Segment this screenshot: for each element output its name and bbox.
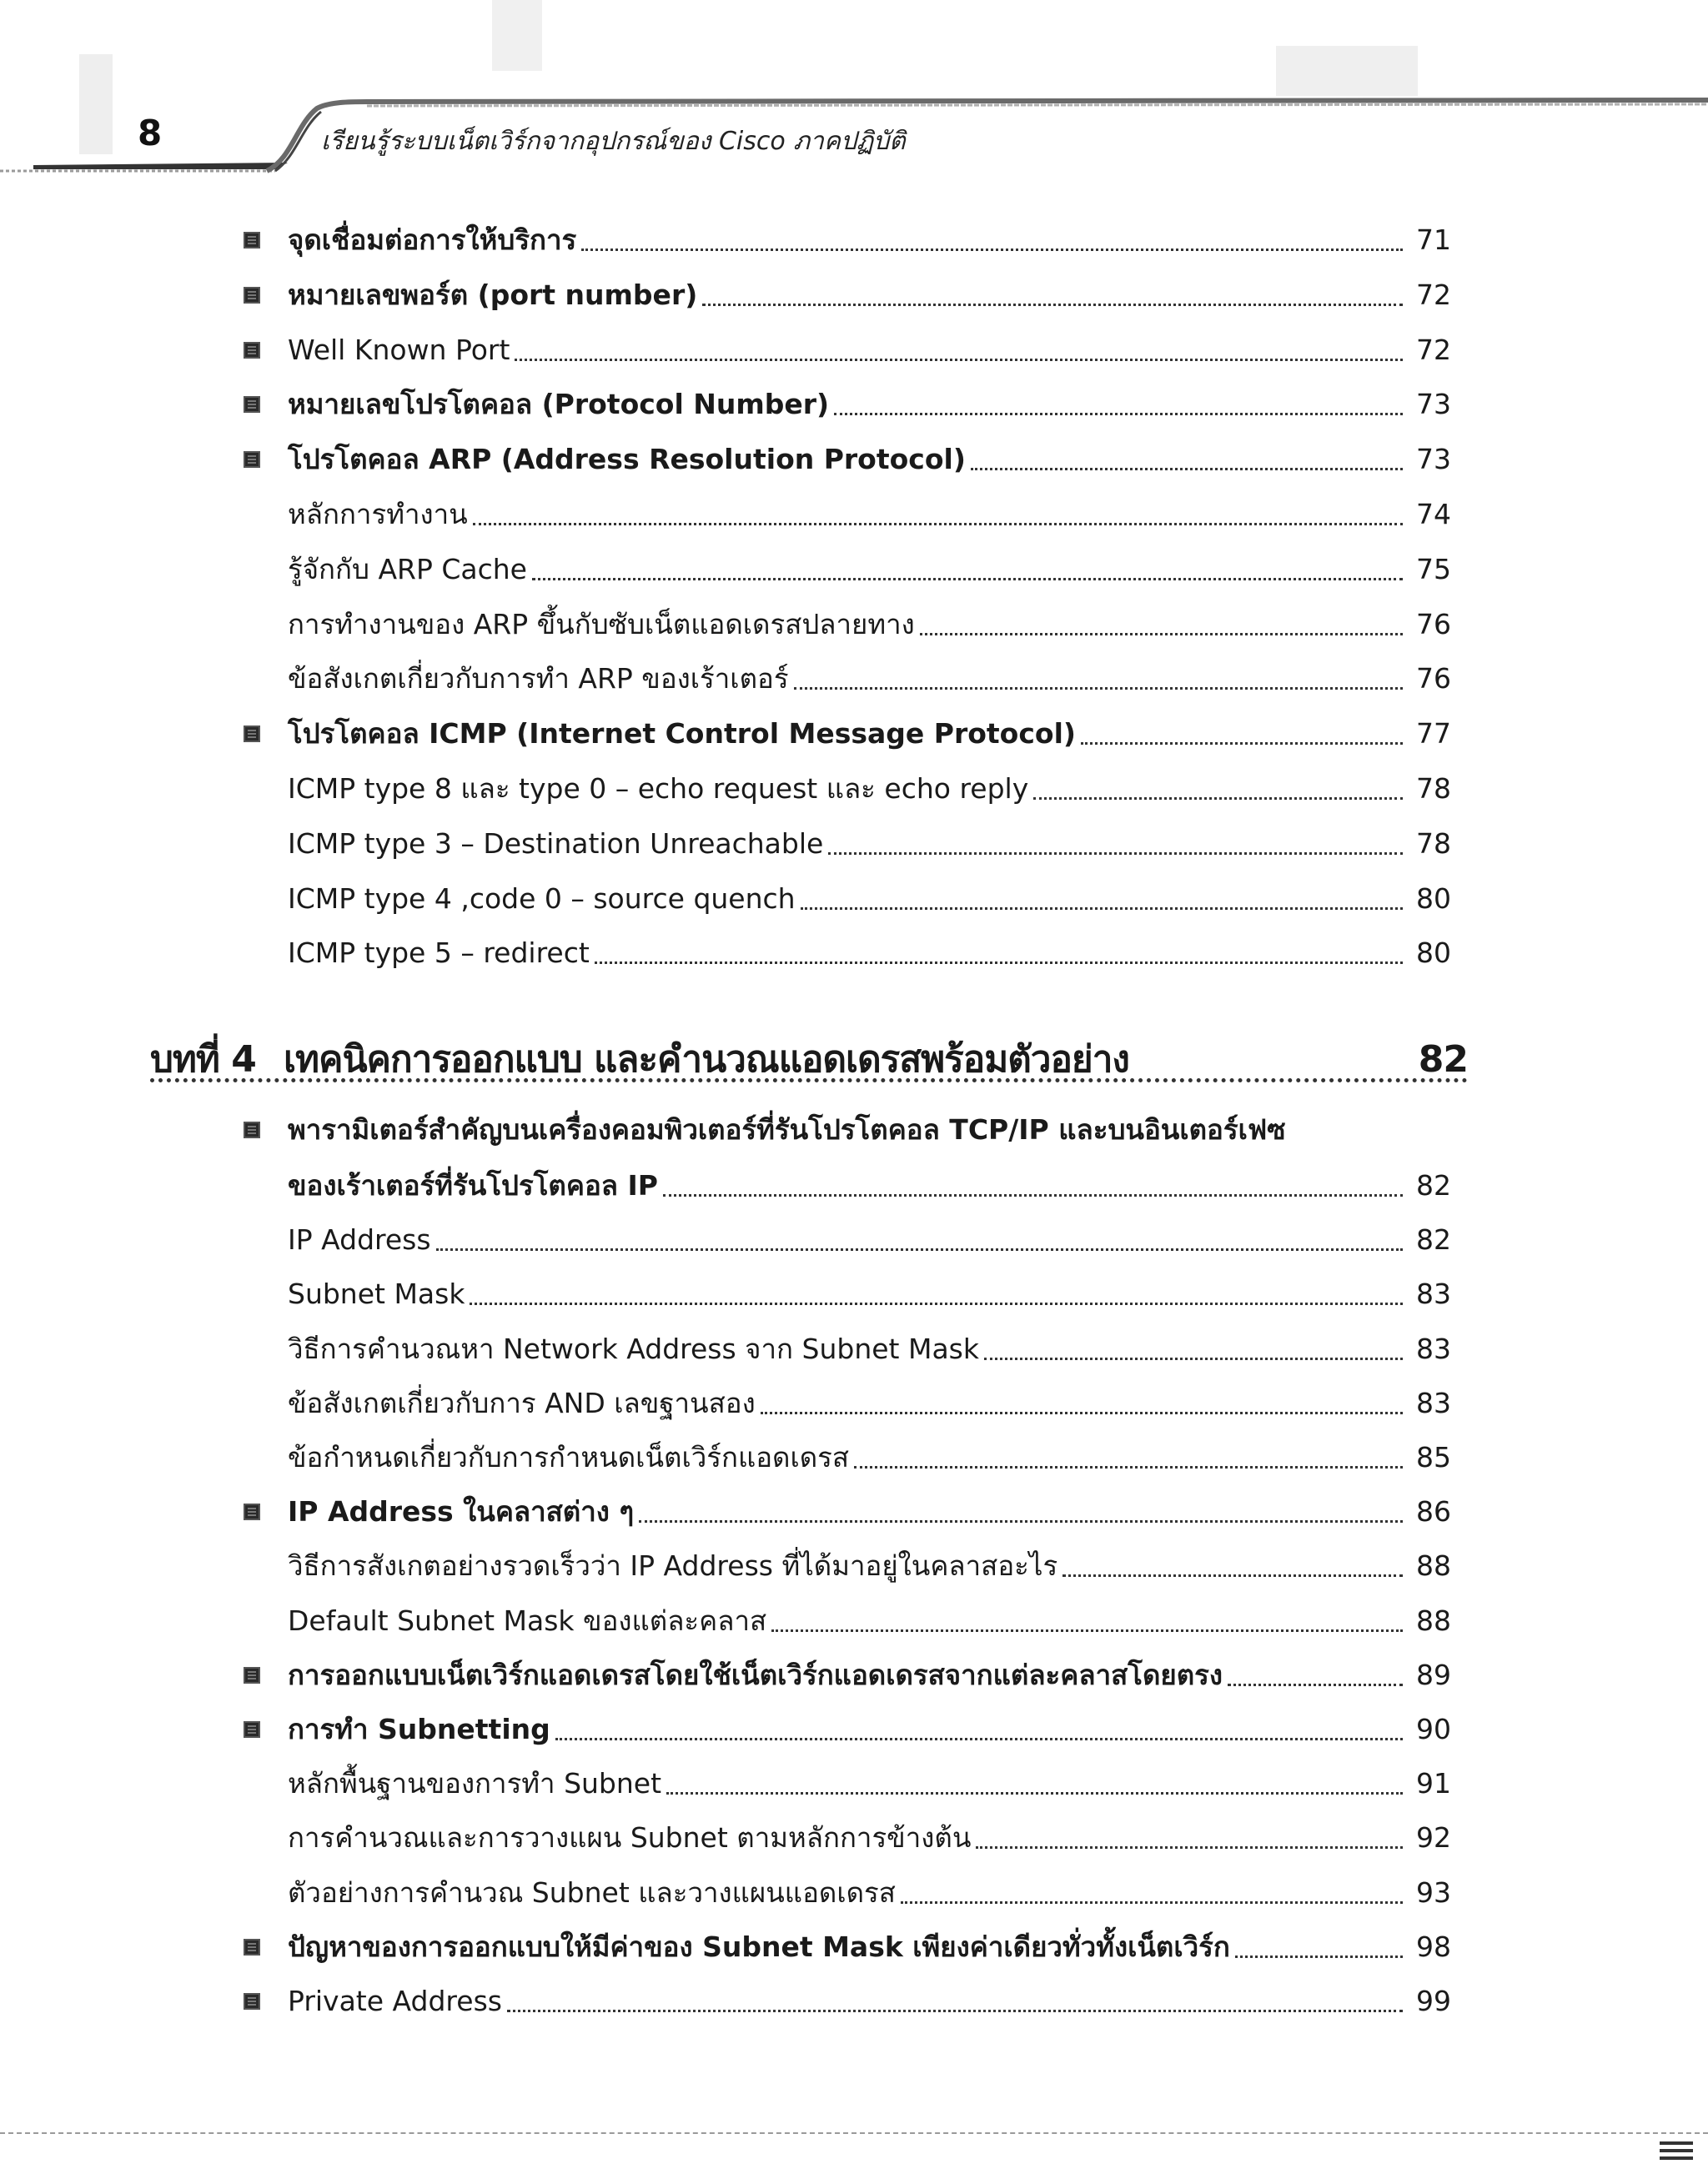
toc-entry xyxy=(288,1383,1451,1424)
dot-leader xyxy=(971,439,1403,480)
toc-entry-page: 92 xyxy=(1416,1821,1451,1855)
toc-entry xyxy=(288,1328,1451,1370)
toc-entry-page: 83 xyxy=(1416,1386,1451,1419)
toc-entry-page: 80 xyxy=(1416,881,1451,915)
page-number: 8 xyxy=(138,113,163,153)
bullet-icon xyxy=(244,342,260,359)
toc-entry-page: 86 xyxy=(1416,1495,1451,1529)
toc-entry-page: 75 xyxy=(1416,552,1451,585)
toc-entry-label: รู้จักกับ ARP Cache xyxy=(288,552,527,585)
toc-entry-label: การออกแบบเน็ตเวิร์กแอดเดรสโดยใช้เน็ตเวิร์กแอดเดรสจากแต่ละคลาสโดยตรง xyxy=(288,1658,1223,1691)
dot-leader xyxy=(639,1491,1403,1533)
dot-leader xyxy=(761,1383,1403,1424)
toc-entry xyxy=(288,1219,1451,1261)
dot-leader xyxy=(1033,768,1403,810)
toc-entry-label: การทำ Subnetting xyxy=(288,1713,550,1745)
toc-entry xyxy=(288,1654,1451,1696)
toc-entry-label: ข้อสังเกตเกี่ยวกับการ AND เลขฐานสอง xyxy=(288,1386,756,1419)
dot-leader xyxy=(1062,1545,1403,1587)
dot-leader xyxy=(1235,1926,1403,1968)
bullet-icon xyxy=(244,287,260,304)
toc-entry-page: 77 xyxy=(1416,717,1451,751)
toc-entry-first-line xyxy=(288,1109,1451,1151)
toc-entry xyxy=(288,274,1451,316)
dot-leader xyxy=(473,494,1403,535)
toc-entry xyxy=(288,1981,1451,2022)
toc-entry xyxy=(288,823,1451,865)
dot-leader xyxy=(771,1600,1403,1642)
toc-entry-page: 71 xyxy=(1416,223,1451,256)
dot-leader xyxy=(1081,713,1403,755)
toc-entry-page: 80 xyxy=(1416,936,1451,970)
dot-leader xyxy=(595,932,1403,974)
dot-leader xyxy=(1228,1654,1403,1696)
toc-entry xyxy=(288,1437,1451,1479)
toc-entry xyxy=(288,604,1451,645)
toc-entry-page: 89 xyxy=(1416,1658,1451,1691)
toc-entry-label: Default Subnet Mask ของแต่ละคลาส xyxy=(288,1604,767,1637)
toc-entry-page: 78 xyxy=(1416,826,1451,860)
toc-entry-label: ICMP type 5 – redirect xyxy=(288,936,590,970)
dot-leader xyxy=(666,1763,1403,1805)
dot-leader xyxy=(555,1709,1403,1750)
dot-leader xyxy=(515,329,1403,371)
toc-entry-page: 72 xyxy=(1416,333,1451,366)
toc-entry xyxy=(288,439,1451,480)
toc-entry-page: 85 xyxy=(1416,1441,1451,1474)
toc-entry-label: IP Address ในคลาสต่าง ๆ xyxy=(288,1495,635,1529)
toc-entry-label: โปรโตคอล ARP (Address Resolution Protocol) xyxy=(288,443,966,476)
chapter-title: เทคนิคการออกแบบ และคำนวณแอดเดรสพร้อมตัวอย่าง xyxy=(284,1038,1129,1081)
bullet-icon xyxy=(244,232,260,249)
toc-entry-label: IP Address xyxy=(288,1223,431,1257)
toc-entry-label: ตัวอย่างการคำนวณ Subnet และวางแผนแอดเดรส xyxy=(288,1875,896,1909)
toc-entry-label: หมายเลขพอร์ต (port number) xyxy=(288,278,698,311)
toc-entry xyxy=(288,1763,1451,1805)
bottom-rule xyxy=(0,2132,1708,2134)
dot-leader xyxy=(532,549,1403,590)
toc-entry-label: พารามิเตอร์สำคัญบนเครื่องคอมพิวเตอร์ที่รันโปรโตคอล TCP/IP และบนอินเตอร์เฟซ xyxy=(288,1113,1286,1146)
toc-entry-page: 76 xyxy=(1416,662,1451,695)
toc-entry xyxy=(288,1926,1451,1968)
bullet-icon xyxy=(244,396,260,413)
toc-entry-page: 93 xyxy=(1416,1875,1451,1909)
toc-entry-page: 98 xyxy=(1416,1930,1451,1963)
toc-entry-label: วิธีการสังเกตอย่างรวดเร็วว่า IP Address ที่ได้มาอยู่ในคลาสอะไร xyxy=(288,1549,1058,1583)
toc-entry xyxy=(288,1872,1451,1914)
toc-entry-label: ข้อกำหนดเกี่ยวกับการกำหนดเน็ตเวิร์กแอดเดรส xyxy=(288,1441,850,1474)
toc-entry xyxy=(288,384,1451,425)
dot-leader xyxy=(507,1981,1403,2022)
toc-entry-page: 76 xyxy=(1416,607,1451,640)
bullet-icon xyxy=(244,1122,260,1138)
toc-entry-label: Subnet Mask xyxy=(288,1278,465,1311)
dot-leader xyxy=(794,658,1403,700)
toc-entry-page: 83 xyxy=(1416,1332,1451,1365)
bullet-icon xyxy=(244,1504,260,1520)
toc-entry-label: ข้อสังเกตเกี่ยวกับการทำ ARP ของเร้าเตอร์ xyxy=(288,662,789,695)
dot-leader xyxy=(901,1872,1403,1914)
bullet-icon xyxy=(244,1993,260,2010)
toc-entry-label: วิธีการคำนวณหา Network Address จาก Subnet Mask xyxy=(288,1332,979,1365)
toc-entry xyxy=(288,1600,1451,1642)
toc-entry-label: Private Address xyxy=(288,1985,502,2017)
toc-entry-page: 73 xyxy=(1416,388,1451,421)
dot-leader xyxy=(436,1219,1403,1261)
toc-entry xyxy=(288,1817,1451,1859)
toc-entry xyxy=(288,658,1451,700)
toc-entry xyxy=(288,494,1451,535)
bullet-icon xyxy=(244,1939,260,1956)
chapter-label: บทที่ 4 xyxy=(150,1038,256,1081)
toc-entry-page: 78 xyxy=(1416,772,1451,805)
toc-entry-page: 82 xyxy=(1416,1223,1451,1257)
toc-entry xyxy=(288,713,1451,755)
toc-entry-label: การทำงานของ ARP ขึ้นกับซับเน็ตแอดเดรสปลายทาง xyxy=(288,607,915,640)
dot-leader xyxy=(801,878,1403,920)
toc-entry-label: หลักพื้นฐานของการทำ Subnet xyxy=(288,1767,662,1800)
dot-leader xyxy=(702,274,1403,316)
toc-entry-page: 91 xyxy=(1416,1767,1451,1800)
dot-leader xyxy=(976,1817,1403,1859)
running-title: เรียนรู้ระบบเน็ตเวิร์กจากอุปกรณ์ของ Cisco ภาคปฏิบัติ xyxy=(321,127,906,156)
toc-entry xyxy=(288,1165,1451,1207)
toc-entry xyxy=(288,1709,1451,1750)
bullet-icon xyxy=(244,725,260,742)
toc-entry xyxy=(288,878,1451,920)
page-mark-icon xyxy=(1660,2141,1693,2175)
dot-leader xyxy=(920,604,1403,645)
toc-entry-page: 99 xyxy=(1416,1985,1451,2017)
toc-entry-label: การคำนวณและการวางแผน Subnet ตามหลักการข้างต้น xyxy=(288,1821,972,1855)
bullet-icon xyxy=(244,1667,260,1684)
page-header xyxy=(0,0,1708,183)
toc-entry-label: ICMP type 4 ,code 0 – source quench xyxy=(288,881,796,915)
toc-entry-label: ICMP type 3 – Destination Unreachable xyxy=(288,826,824,860)
toc-entry-page: 82 xyxy=(1416,1169,1451,1202)
toc-entry-label: Well Known Port xyxy=(288,333,510,366)
dot-leader xyxy=(854,1437,1403,1479)
toc-entry xyxy=(288,768,1451,810)
dot-leader xyxy=(581,219,1403,261)
toc-entry-page: 88 xyxy=(1416,1604,1451,1637)
toc-entry-label: ของเร้าเตอร์ที่รันโปรโตคอล IP xyxy=(288,1169,658,1202)
dot-leader xyxy=(470,1273,1403,1315)
bullet-icon xyxy=(244,451,260,468)
toc-entry-label: โปรโตคอล ICMP (Internet Control Message Protocol) xyxy=(288,717,1076,751)
toc-entry-page: 74 xyxy=(1416,498,1451,530)
toc-entry xyxy=(288,1273,1451,1315)
dot-leader xyxy=(663,1165,1403,1207)
bullet-icon xyxy=(244,1721,260,1738)
chapter-dotted-rule xyxy=(150,1078,1468,1082)
dot-leader xyxy=(834,384,1403,425)
toc-entry-label: หมายเลขโปรโตคอล (Protocol Number) xyxy=(288,388,830,421)
toc-entry-page: 73 xyxy=(1416,443,1451,476)
toc-entry-label: ปัญหาของการออกแบบให้มีค่าของ Subnet Mask เพียงค่าเดียวทั่วทั้งเน็ตเวิร์ก xyxy=(288,1930,1230,1963)
toc-entry-label: หลักการทำงาน xyxy=(288,498,468,530)
dot-leader xyxy=(828,823,1403,865)
toc-entry xyxy=(288,329,1451,371)
toc-entry xyxy=(288,1545,1451,1587)
toc-entry-label: ICMP type 8 และ type 0 – echo request และ echo reply xyxy=(288,772,1029,805)
toc-entry xyxy=(288,932,1451,974)
toc-entry-page: 72 xyxy=(1416,278,1451,311)
toc-entry xyxy=(288,1491,1451,1533)
dot-leader xyxy=(984,1328,1403,1370)
toc-entry-page: 90 xyxy=(1416,1713,1451,1745)
toc-entry xyxy=(288,219,1451,261)
toc-entry-label: จุดเชื่อมต่อการให้บริการ xyxy=(288,223,577,256)
toc-entry-page: 88 xyxy=(1416,1549,1451,1583)
chapter-page: 82 xyxy=(1418,1037,1468,1081)
toc-entry xyxy=(288,549,1451,590)
toc-entry-page: 83 xyxy=(1416,1278,1451,1311)
